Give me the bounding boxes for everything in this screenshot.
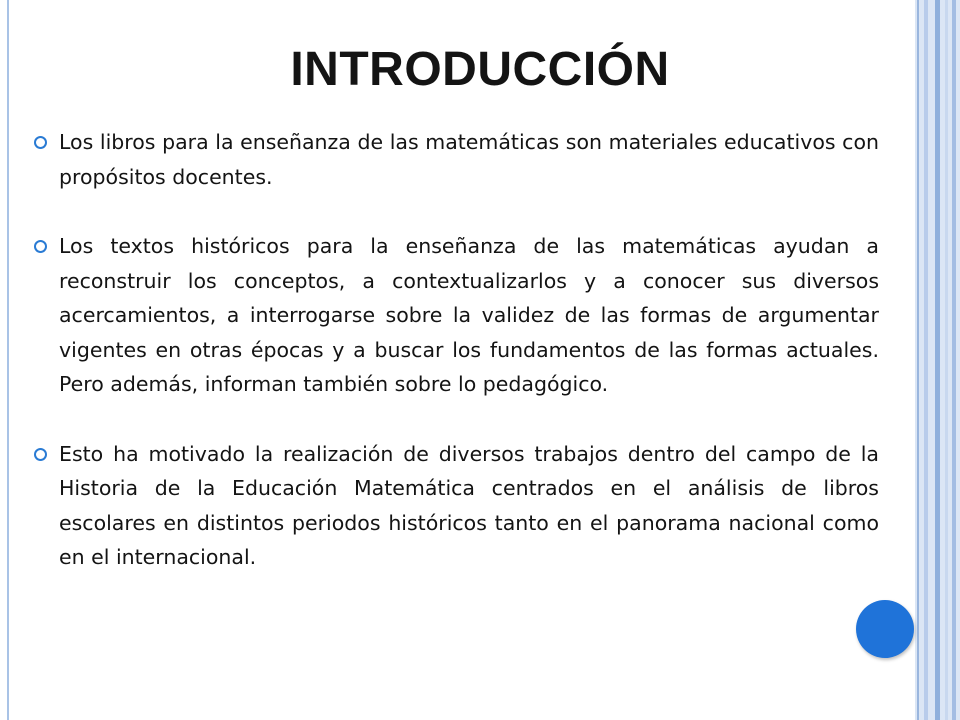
bullet-item (34, 125, 879, 194)
bullet-list (34, 125, 879, 610)
bullet-item (34, 229, 879, 402)
right-decorative-band (915, 0, 960, 720)
bullet-text: Esto ha motivado la realización de diversos trabajos dentro del campo de la Historia de la Educación Matemática centrados en el análisis de libros escolares en distintos periodos históricos tanto en el panorama nacional como en el internacional. (59, 441, 879, 569)
ring-bullet-icon (34, 240, 47, 253)
blue-circle-decoration (856, 600, 914, 658)
ring-bullet-icon (34, 136, 47, 149)
ring-bullet-icon (34, 448, 47, 461)
slide-title: INTRODUCCIÓN (290, 43, 670, 96)
bullet-item (34, 437, 879, 575)
bullet-text: Los libros para la enseñanza de las matemáticas son materiales educativos con propósitos docentes. (59, 130, 879, 189)
bullet-text: Los textos históricos para la enseñanza de las matemáticas ayudan a reconstruir los conceptos, a contextualizarlos y a conocer sus diversos acercamientos, a interrogarse sobre la validez de las formas de argumentar vigentes en otras épocas y a buscar los fundamentos de las formas actuales. Pero además, informan también sobre lo pedagógico. (59, 234, 879, 396)
left-border-line (7, 0, 9, 720)
